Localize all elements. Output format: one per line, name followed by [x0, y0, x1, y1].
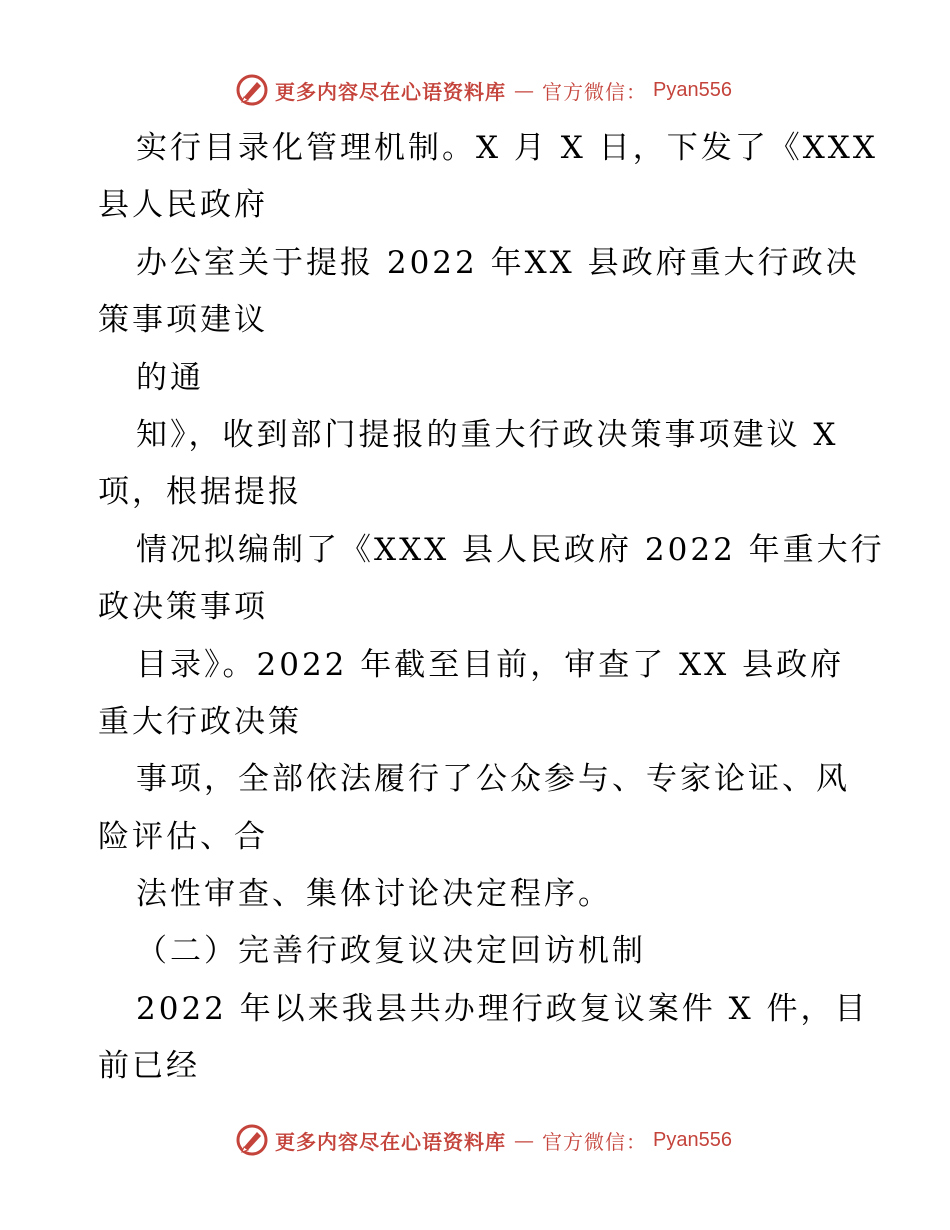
text-line: 目录》。2022 年截至目前，审查了 XX 县政府	[136, 646, 845, 683]
watermark-sub-text: 官方微信：	[542, 1129, 647, 1154]
text-line: 项，根据提报	[98, 474, 302, 511]
text-line: 知》，收到部门提报的重大行政决策事项建议 X	[136, 416, 839, 453]
text-line: 险评估、合	[98, 818, 268, 855]
watermark-sub-text: 官方微信：	[542, 79, 647, 104]
text-line: 法性审查、集体讨论决定程序。	[136, 876, 612, 913]
text-line: 的通	[136, 359, 204, 396]
watermark-dash: —	[514, 1128, 534, 1152]
header-watermark	[235, 70, 755, 110]
pen-logo-icon	[235, 1123, 269, 1157]
text-line: 策事项建议	[98, 302, 268, 339]
document-body	[98, 120, 885, 1096]
pen-logo-icon	[235, 73, 269, 107]
text-line: （二）完善行政复议决定回访机制	[136, 933, 646, 970]
text-line: 重大行政决策	[98, 703, 302, 740]
watermark-main-text: 更多内容尽在心语资料库	[275, 1129, 506, 1154]
footer-watermark	[235, 1120, 755, 1160]
text-line: 事项，全部依法履行了公众参与、专家论证、风	[136, 761, 850, 798]
text-line: 办公室关于提报 2022 年XX 县政府重大行政决	[136, 244, 860, 281]
watermark-id: Pyan556	[653, 78, 732, 101]
text-line: 实行目录化管理机制。X 月 X 日，下发了《XXX	[136, 130, 878, 166]
text-line: 前已经	[98, 1048, 200, 1085]
watermark-dash: —	[514, 78, 534, 102]
watermark-id: Pyan556	[653, 1128, 732, 1151]
watermark-main-text: 更多内容尽在心语资料库	[275, 79, 506, 104]
text-line: 情况拟编制了《XXX 县人民政府 2022 年重大行	[136, 531, 885, 568]
text-line: 政决策事项	[98, 589, 268, 626]
text-line: 县人民政府	[98, 187, 268, 224]
text-line: 2022 年以来我县共办理行政复议案件 X 件，目	[136, 990, 869, 1027]
